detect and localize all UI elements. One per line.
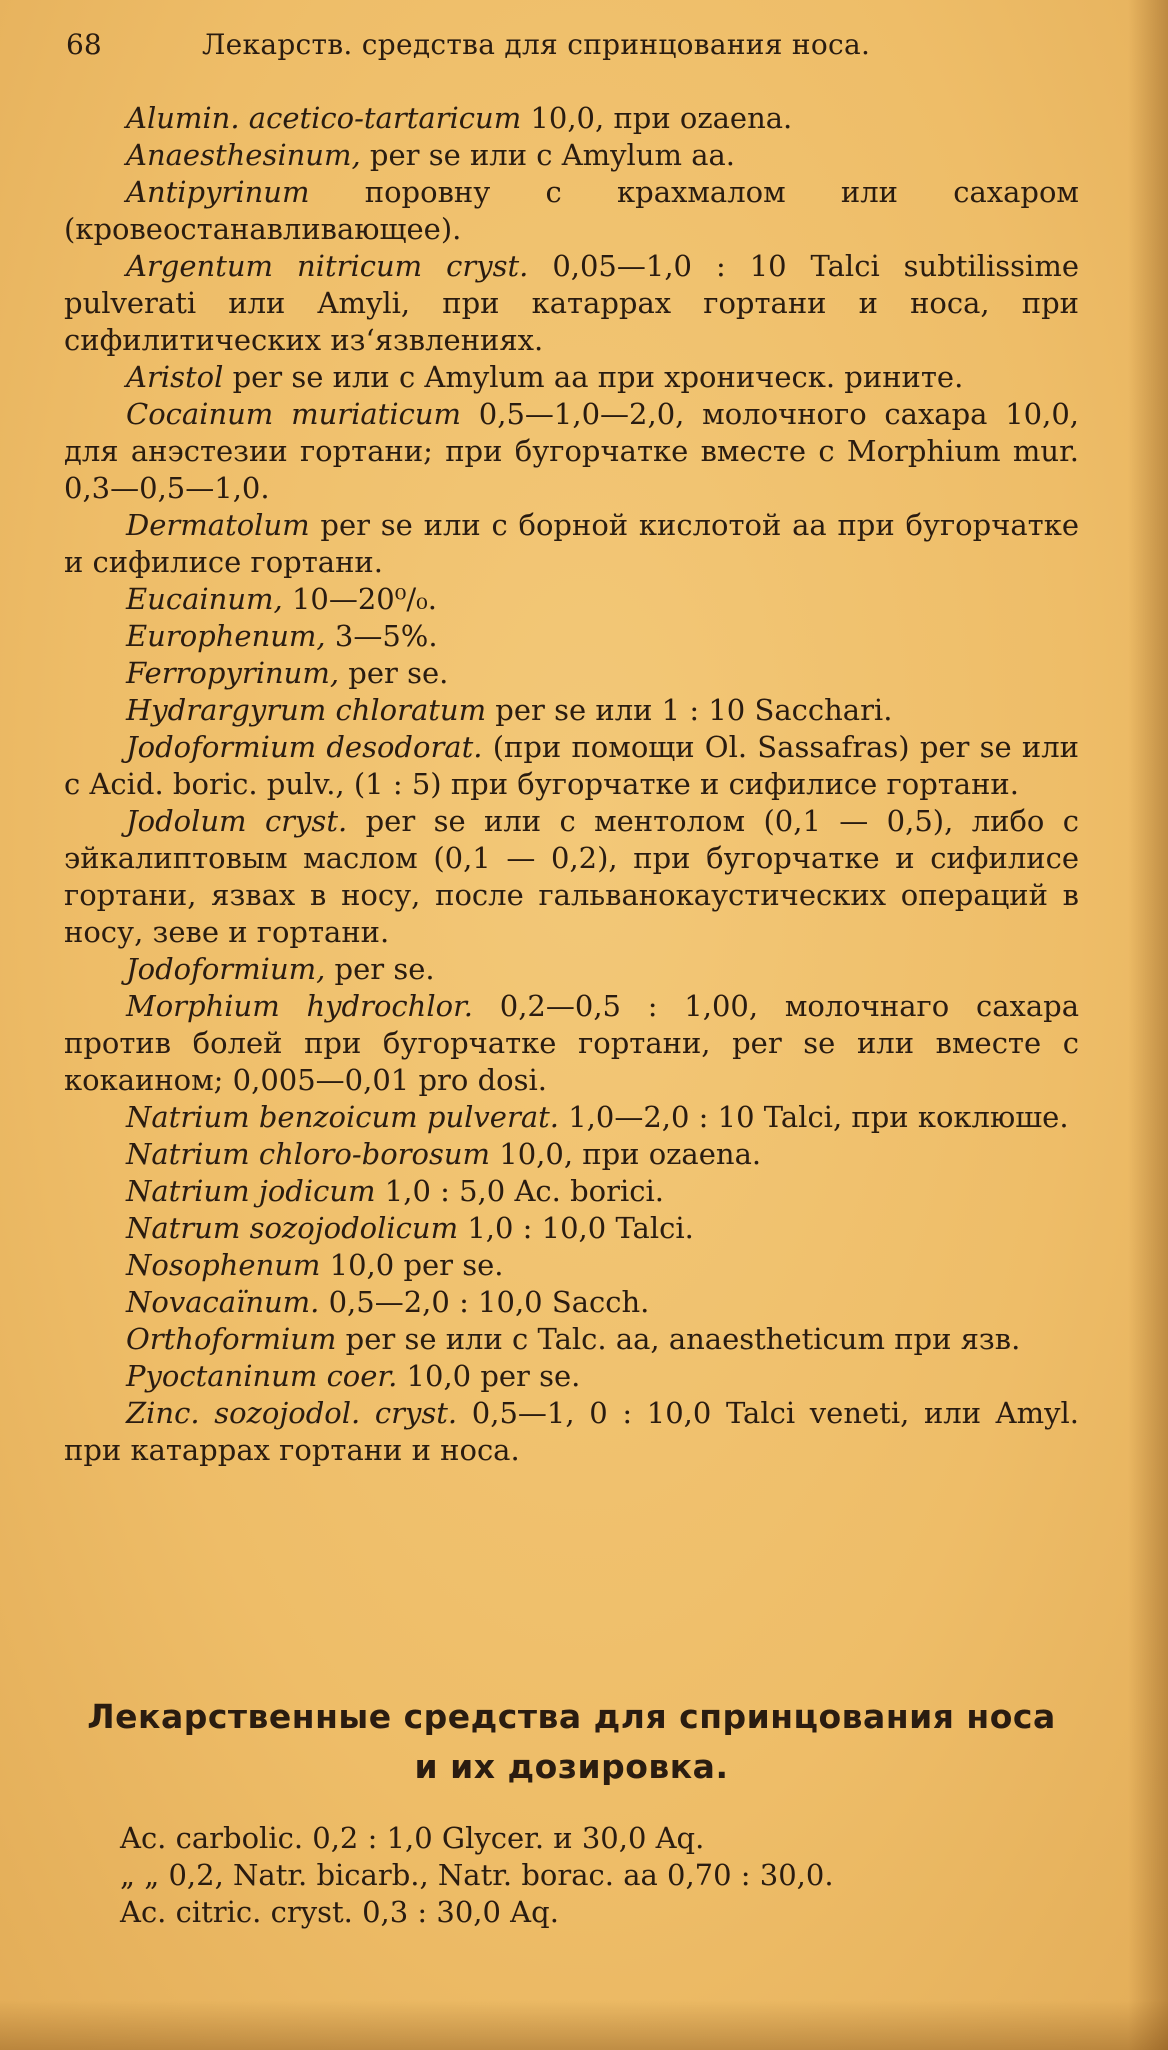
drug-dosage: 1,0 : 5,0 Ac. borici. [375,1174,664,1208]
section-heading-line-1: Лекарственные средства для спринцования носа [87,1697,1056,1736]
drug-name: Jodoformium, [126,952,326,986]
drug-dosage: 3—5%. [325,619,438,653]
drug-dosage: per se или с Talc. аа, anaestheticum при язв. [336,1322,1021,1356]
drug-name: Ferropyrinum, [126,656,340,690]
drug-dosage: 10,0, при ozaena. [521,101,793,135]
drug-name: Dermatolum [126,508,310,542]
recipe-list [64,1820,1079,1931]
list-item [64,729,1079,803]
drug-name: Eucainum, [126,582,283,616]
list-item [64,137,1079,174]
list-item [64,1247,1079,1284]
drug-dosage: per se или с борной кислотой аа при бугорчатке и сифилисе гортани. [64,508,1079,579]
drug-dosage: per se. [325,952,435,986]
drug-name: Natrium benzoicum pulverat. [126,1100,559,1134]
list-item [64,655,1079,692]
drug-dosage: 10,0 per se. [397,1359,581,1393]
list-item [64,1395,1079,1469]
page-bottom-shadow [0,2000,1168,2050]
list-item [64,100,1079,137]
drug-list [64,100,1079,1469]
drug-name: Pyoctaninum coer. [126,1359,398,1393]
list-item [64,1358,1079,1395]
drug-dosage: per se или с Amylum аа. [360,138,736,172]
drug-dosage: per se или с ментолом (0,1 — 0,5), либо с эйкалиптовым маслом (0,1 — 0,2), при бугорчатке и сифилисе гортани, язвах в носу, после гальванокаустических операций в носу, зеве и гортани. [64,804,1080,949]
drug-name: Hydrargyrum chloratum [126,693,487,727]
drug-name: Cocainum muriaticum [126,397,462,431]
drug-name: Aristol [126,360,224,394]
list-item [64,803,1079,951]
drug-name: Jodolum cryst. [126,804,348,838]
section-heading [64,1692,1079,1792]
list-item [64,692,1079,729]
drug-dosage: 0,2—0,5 : 1,00, молочнаго сахара против болей при бугорчатке гортани, per se или вместе с кокаином; 0,005—0,01 pro dosi. [64,989,1080,1097]
drug-name: Natrium jodicum [126,1174,376,1208]
list-item [64,1321,1079,1358]
list-item [64,507,1079,581]
recipe-line: Ac. citric. cryst. 0,3 : 30,0 Aq. [120,1895,559,1929]
drug-dosage: 0,5—2,0 : 10,0 Sacch. [319,1285,650,1319]
list-item [64,618,1079,655]
drug-dosage: 10—20⁰/₀. [282,582,437,616]
drug-name: Argentum nitricum cryst. [126,249,529,283]
drug-dosage: 0,05—1,0 : 10 Talci subtilissime pulverati или Amyli, при катаррах гортани и носа, при сифилитических из‘язвлениях. [64,249,1079,357]
list-item [64,581,1079,618]
drug-name: Anaesthesinum, [126,138,361,172]
list-item [64,1099,1079,1136]
list-item [64,1284,1079,1321]
drug-dosage: 10,0, при ozaena. [490,1137,762,1171]
running-title: Лекарств. средства для спринцования носа. [202,28,871,61]
list-item [64,1210,1079,1247]
drug-dosage: 0,5—1,0—2,0, молочного сахара 10,0, для анэстезии гортани; при бугорчатке вместе с Morphium mur. 0,3—0,5—1,0. [64,397,1079,505]
drug-name: Natrium chloro-borosum [126,1137,491,1171]
drug-name: Nosophenum [126,1248,321,1282]
running-header [66,28,966,68]
list-item [64,174,1079,248]
list-item [64,1136,1079,1173]
list-item [64,359,1079,396]
recipe-line: „ „ 0,2, Natr. bicarb., Natr. borac. аа 0,70 : 30,0. [120,1858,834,1892]
drug-name: Novacaïnum. [126,1285,320,1319]
drug-name: Alumin. acetico-tartaricum [126,101,522,135]
list-item [64,248,1079,359]
drug-dosage: 10,0 per se. [320,1248,504,1282]
drug-dosage: поровну с крахмалом или сахаром (кровеостанавливающее). [64,175,1079,246]
drug-dosage: 0,5—1, 0 : 10,0 Talci veneti, или Amyl. при катаррах гортани и носа. [64,1396,1079,1467]
list-item [64,396,1079,507]
page-edge-shadow [1128,0,1168,2050]
drug-name: Orthoformium [126,1322,337,1356]
drug-dosage: 1,0 : 10,0 Talci. [458,1211,694,1245]
list-item [64,951,1079,988]
section-heading-line-2: и их дозировка. [414,1747,729,1786]
drug-dosage: per se. [339,656,449,690]
drug-name: Antipyrinum [126,175,310,209]
drug-dosage: per se или 1 : 10 Sacchari. [486,693,893,727]
recipe-line: Ac. carbolic. 0,2 : 1,0 Glycer. и 30,0 Aq. [120,1821,705,1855]
drug-name: Europhenum, [126,619,326,653]
drug-name: Morphium hydrochlor. [126,989,473,1023]
drug-dosage: 1,0—2,0 : 10 Talci, при коклюше. [559,1100,1069,1134]
list-item [64,988,1079,1099]
page-number: 68 [66,28,102,61]
drug-name: Natrum sozojodolicum [126,1211,459,1245]
drug-dosage: (при помощи Ol. Sassafras) per se или с Acid. boric. pulv., (1 : 5) при бугорчатке и сифилисе гортани. [64,730,1079,801]
drug-name: Zinc. sozojodol. cryst. [126,1396,458,1430]
list-item [64,1173,1079,1210]
drug-name: Jodoformium desodorat. [126,730,483,764]
drug-dosage: per se или с Amylum аа при хроническ. рините. [223,360,964,394]
